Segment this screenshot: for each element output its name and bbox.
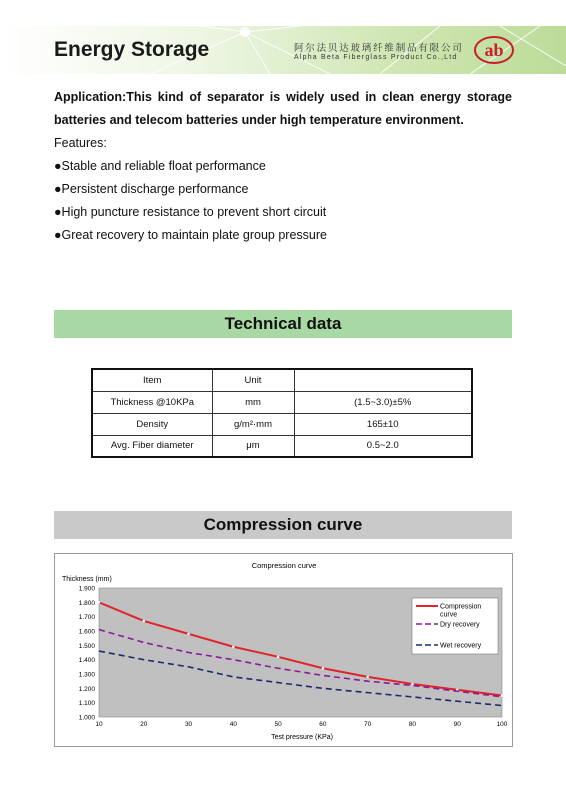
- data-point: [187, 633, 190, 636]
- x-tick-label: 60: [319, 721, 327, 728]
- table-cell: μm: [212, 435, 294, 457]
- y-tick-label: 1.900: [78, 585, 95, 593]
- intro-section: [54, 86, 512, 247]
- x-tick-label: 90: [453, 721, 461, 728]
- table-header-cell: Item: [92, 369, 212, 391]
- y-tick-label: 1.700: [78, 614, 95, 622]
- x-tick-label: 70: [364, 721, 372, 728]
- table-header-row: [92, 369, 472, 391]
- x-tick-label: 40: [229, 721, 237, 728]
- data-point: [366, 676, 369, 679]
- x-tick-label: 80: [408, 721, 417, 728]
- legend-label: Dry recovery: [440, 621, 480, 629]
- feature-item: ●Stable and reliable float performance: [54, 159, 266, 173]
- compression-curve-heading: Compression curve: [54, 511, 512, 539]
- data-point: [142, 620, 145, 623]
- x-tick-label: 10: [95, 721, 103, 728]
- chart-svg: [55, 554, 514, 748]
- y-tick-label: 1.300: [78, 671, 95, 679]
- x-tick-label: 30: [184, 721, 193, 728]
- feature-item: ●Great recovery to maintain plate group pressure: [54, 228, 327, 242]
- table-cell: Density: [92, 413, 212, 435]
- company-logo: [473, 35, 515, 65]
- application-text: Application:This kind of separator is widely used in clean energy storage batteries and telecom batteries under high temperature environment.: [54, 90, 512, 127]
- table-cell: Thickness @10KPa: [92, 391, 212, 413]
- legend-label: curve: [440, 611, 458, 619]
- technical-data-table: [91, 368, 473, 458]
- x-tick-label: 50: [274, 721, 282, 728]
- table-header-cell: [294, 369, 472, 391]
- table-cell: g/m²·mm: [212, 413, 294, 435]
- y-axis-label: Thickness (mm): [62, 576, 112, 583]
- y-tick-label: 1.400: [78, 657, 95, 665]
- table-row: [92, 435, 472, 457]
- y-tick-label: 1.000: [78, 714, 95, 722]
- table-header-cell: Unit: [212, 369, 294, 391]
- compression-chart: [54, 553, 513, 747]
- y-tick-label: 1.100: [78, 700, 95, 708]
- company-name-en: Alpha Beta Fiberglass Product Co.,Ltd: [294, 54, 458, 61]
- y-tick-label: 1.600: [78, 628, 95, 636]
- x-tick-label: 20: [140, 721, 148, 728]
- header-banner: [0, 26, 566, 74]
- company-name-cn: 阿尔法贝达玻璃纤维制品有限公司: [294, 43, 464, 54]
- table-cell: 165±10: [294, 413, 472, 435]
- table-row: [92, 413, 472, 435]
- y-tick-label: 1.200: [78, 685, 95, 693]
- table-cell: Avg. Fiber diameter: [92, 435, 212, 457]
- chart-title: Compression curve: [251, 561, 317, 570]
- table-row: [92, 391, 472, 413]
- logo-text: ab: [484, 40, 504, 60]
- data-point: [98, 601, 101, 604]
- table-cell: 0.5~2.0: [294, 435, 472, 457]
- legend-label: Wet recovery: [440, 642, 482, 650]
- feature-item: ●Persistent discharge performance: [54, 182, 249, 196]
- page-title: Energy Storage: [54, 38, 210, 61]
- table-cell: (1.5~3.0)±5%: [294, 391, 472, 413]
- legend-label: Compression: [440, 603, 482, 611]
- y-tick-label: 1.500: [78, 642, 95, 650]
- features-label: Features:: [54, 136, 107, 150]
- data-point: [501, 694, 504, 697]
- x-tick-label: 100: [496, 721, 508, 728]
- table-cell: mm: [212, 391, 294, 413]
- x-axis-label: Test pressure (KPa): [271, 734, 333, 741]
- data-point: [322, 667, 325, 670]
- data-point: [232, 645, 235, 648]
- data-point: [411, 683, 414, 686]
- data-point: [277, 656, 280, 659]
- technical-data-heading: Technical data: [54, 310, 512, 338]
- y-tick-label: 1.800: [78, 599, 95, 607]
- feature-item: ●High puncture resistance to prevent short circuit: [54, 205, 327, 219]
- plot-area: [79, 586, 508, 729]
